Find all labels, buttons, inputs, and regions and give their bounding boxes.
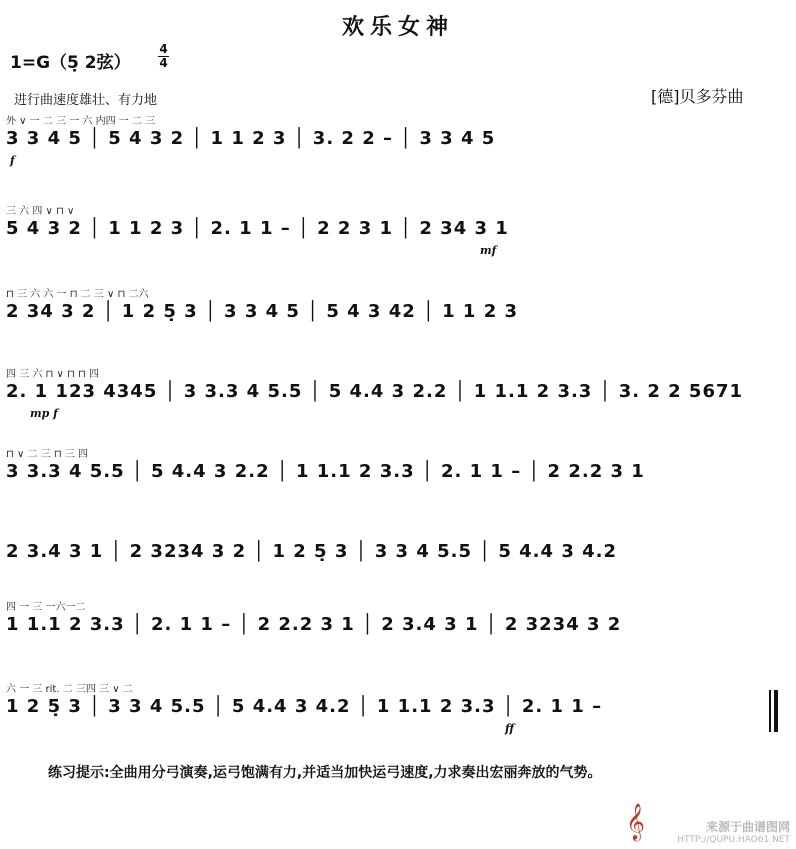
row-marks: 三 六 四 ∨ ⊓ ∨ xyxy=(6,206,75,217)
score-row xyxy=(0,680,796,750)
row-notes: 1 1.1 2 3.3 │ 2. 1 1 – │ 2 2.2 3 1 │ 2 3.4 3 1 │ 2 3234 3 2 xyxy=(6,614,622,635)
score-row xyxy=(0,445,796,505)
watermark-line1: 来源于曲谱图网 xyxy=(705,820,790,834)
row-notes: 2 3.4 3 1 │ 2 3234 3 2 │ 1 2 5̣ 3 │ 3 3 4 5.5 │ 5 4.4 3 4.2 xyxy=(6,541,617,562)
row-dynamics: f xyxy=(10,154,15,167)
watermark-line2: HTTP://QUPU.HAO61.NET xyxy=(677,835,790,845)
score-row xyxy=(0,525,796,585)
score-row xyxy=(0,112,796,182)
score-row xyxy=(0,598,796,658)
time-signature-top: 4 xyxy=(159,42,168,56)
row-marks: ⊓ 三 六 六 一 ⊓ 二 三 ∨ ⊓ 二六 xyxy=(6,289,149,300)
final-barline-thick xyxy=(774,690,778,732)
final-barline-thin xyxy=(769,690,771,732)
time-signature xyxy=(158,43,169,70)
row-notes: 2 34 3 2 │ 1 2 5̣ 3 │ 3 3 4 5 │ 5 4 3 42 │ 1 1 2 3 xyxy=(6,301,519,322)
row-notes: 3 3 4 5 │ 5 4 3 2 │ 1 1 2 3 │ 3. 2 2 – │ 3 3 4 5 xyxy=(6,128,496,149)
row-dynamics: mp f xyxy=(30,407,58,420)
row-marks: ⊓ ∨ 二 三 ⊓ 三 四 xyxy=(6,449,88,460)
treble-clef-icon: 𝄞 xyxy=(626,802,645,840)
row-marks: 外 ∨ 一 二 三 一 六 内四 一 二 三 xyxy=(6,116,156,127)
score-row xyxy=(0,285,796,345)
row-dynamics: ff xyxy=(505,722,515,735)
row-marks: 四 一 三 一六一二 xyxy=(6,602,86,613)
row-notes: 1 2 5̣ 3 │ 3 3 4 5.5 │ 5 4.4 3 4.2 │ 1 1.1 2 3.3 │ 2. 1 1 – xyxy=(6,696,603,717)
page-title: 欢乐女神 xyxy=(341,15,454,40)
key-signature: 1=G（5̣ 2弦） xyxy=(10,53,131,73)
row-notes: 5 4 3 2 │ 1 1 2 3 │ 2. 1 1 – │ 2 2 3 1 │ 2 34 3 1 xyxy=(6,218,509,239)
row-marks: 六 一 三 rit. 二 三四 三 ∨ 二 xyxy=(6,684,133,695)
time-signature-bottom: 4 xyxy=(159,56,168,70)
score-row xyxy=(0,365,796,435)
row-notes: 2. 1 123 4345 │ 3 3.3 4 5.5 │ 5 4.4 3 2.2 │ 1 1.1 2 3.3 │ 3. 2 2 5671 xyxy=(6,381,744,402)
composer: [德]贝多芬曲 xyxy=(651,87,744,106)
score-row xyxy=(0,202,796,272)
practice-tip: 练习提示:全曲用分弓演奏,运弓饱满有力,并适当加快运弓速度,力求奏出宏丽奔放的气势。 xyxy=(48,765,602,781)
row-notes: 3 3.3 4 5.5 │ 5 4.4 3 2.2 │ 1 1.1 2 3.3 │ 2. 1 1 – │ 2 2.2 3 1 xyxy=(6,461,645,482)
row-dynamics: mf xyxy=(480,244,497,257)
tempo-marking: 进行曲速度雄壮、有力地 xyxy=(14,93,158,108)
row-marks: 四 三 六 ⊓ ∨ ⊓ ⊓ 四 xyxy=(6,369,99,380)
watermark xyxy=(660,818,790,845)
